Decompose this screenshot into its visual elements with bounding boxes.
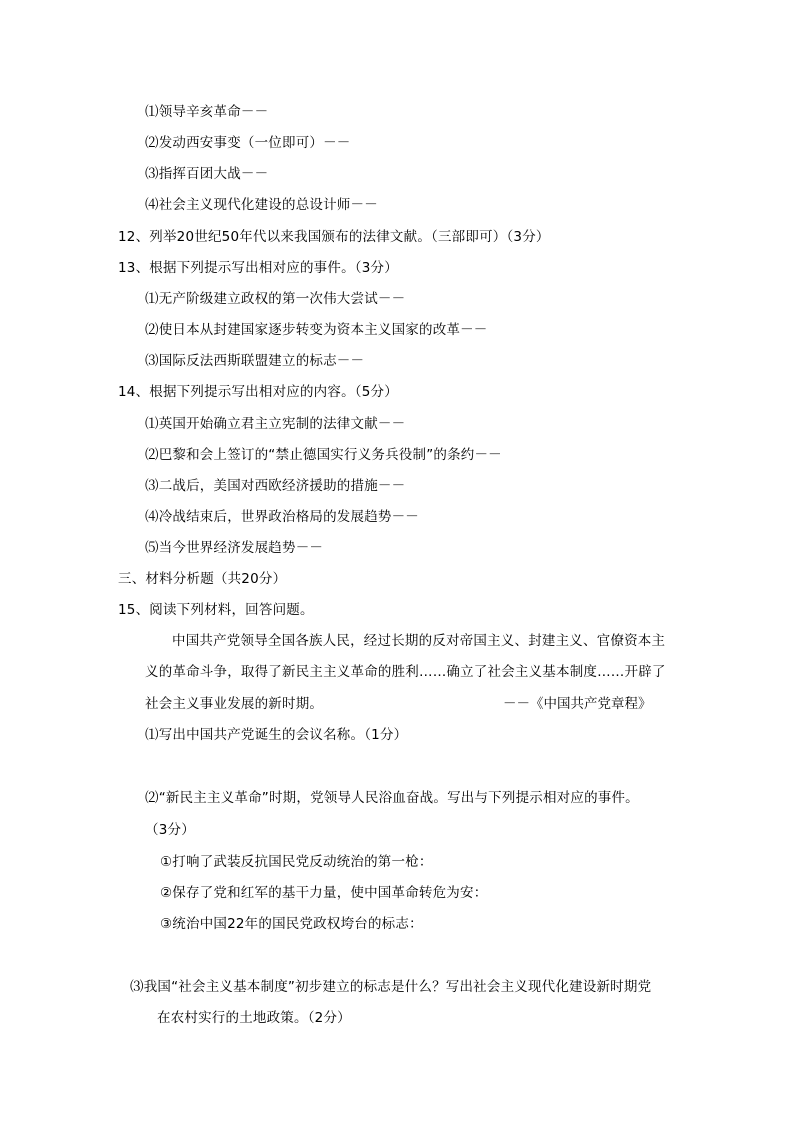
q15-part-2-score: （3分） — [145, 822, 195, 838]
question-13: 13、根据下列提示写出相对应的事件。（3分） — [118, 260, 398, 276]
q15-part-2-item-1: ①打响了武装反抗国民党反动统治的第一枪： — [160, 854, 433, 870]
question-12: 12、列举20世纪50年代以来我国颁布的法律文献。（三部即可）（3分） — [118, 229, 550, 245]
q13-item-2: ⑵使日本从封建国家逐步转变为资本主义国家的改革－－ — [145, 322, 488, 338]
q11-item-1: ⑴领导辛亥革命－－ — [145, 104, 269, 120]
question-14: 14、根据下列提示写出相对应的内容。（5分） — [118, 384, 398, 400]
material-line-3: 社会主义事业发展的新时期。 — [145, 696, 324, 712]
q14-item-2: ⑵巴黎和会上签订的“禁止德国实行义务兵役制”的条约－－ — [145, 447, 502, 463]
q15-part-2-item-2: ②保存了党和红军的基干力量，使中国革命转危为安： — [160, 885, 488, 901]
material-line-2: 义的革命斗争，取得了新民主主义革命的胜利……确立了社会主义基本制度……开辟了 — [145, 664, 666, 680]
q13-item-1: ⑴无产阶级建立政权的第一次伟大尝试－－ — [145, 291, 406, 307]
q11-item-2: ⑵发动西安事变（一位即可）－－ — [145, 135, 351, 151]
q11-item-3: ⑶指挥百团大战－－ — [145, 166, 269, 182]
q14-item-4: ⑷冷战结束后，世界政治格局的发展趋势－－ — [145, 509, 419, 525]
question-15: 15、阅读下列材料，回答问题。 — [118, 602, 314, 618]
q14-item-1: ⑴英国开始确立君主立宪制的法律文献－－ — [145, 416, 406, 432]
q15-part-3-cont: 在农村实行的土地政策。（2分） — [157, 1010, 351, 1026]
q11-item-4: ⑷社会主义现代化建设的总设计师－－ — [145, 197, 378, 213]
q13-item-3: ⑶国际反法西斯联盟建立的标志－－ — [145, 353, 365, 369]
material-source: －－《中国共产党章程》 — [503, 696, 652, 712]
q15-part-3: ⑶我国“社会主义基本制度”初步建立的标志是什么？写出社会主义现代化建设新时期党 — [130, 979, 652, 995]
q14-item-5: ⑸当今世界经济发展趋势－－ — [145, 540, 324, 556]
material-line-1: 中国共产党领导全国各族人民，经过长期的反对帝国主义、封建主义、官僚资本主 — [172, 633, 666, 649]
q15-part-2-item-3: ③统治中国22年的国民党政权垮台的标志： — [160, 916, 423, 932]
q15-part-1: ⑴写出中国共产党诞生的会议名称。（1分） — [145, 727, 408, 743]
q14-item-3: ⑶二战后，美国对西欧经济援助的措施－－ — [145, 478, 406, 494]
section-3-heading: 三、材料分析题（共20分） — [118, 571, 287, 587]
q15-part-2: ⑵“新民主主义革命”时期，党领导人民浴血奋战。写出与下列提示相对应的事件。 — [145, 790, 639, 806]
